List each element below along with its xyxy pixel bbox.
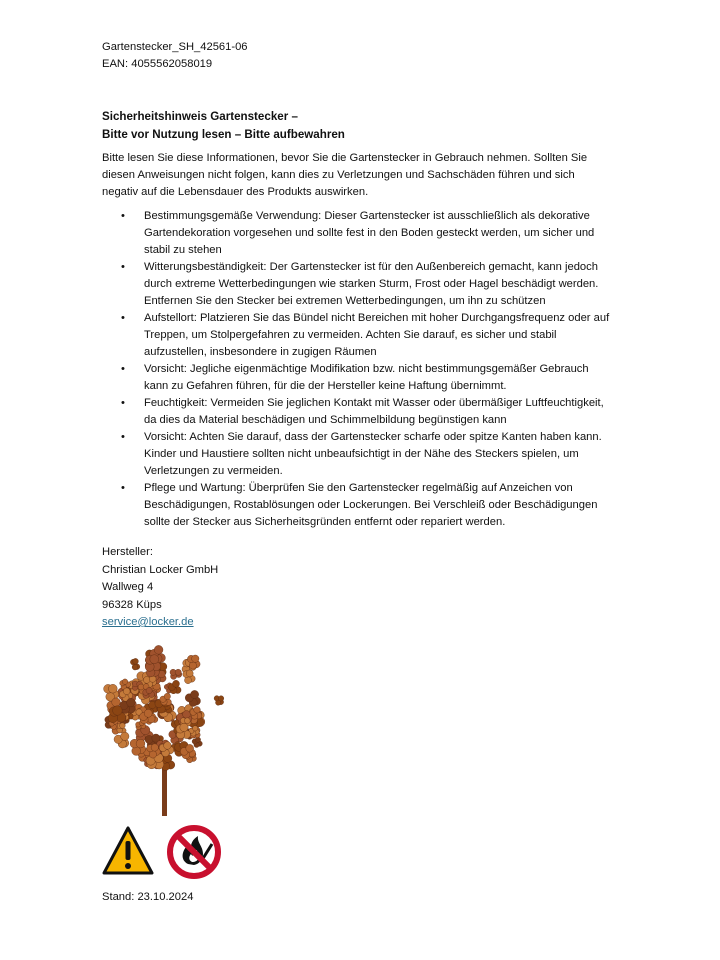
bullet-line: Verletzungen zu vermeiden. bbox=[144, 465, 283, 477]
title-line-1: Sicherheitshinweis Gartenstecker – bbox=[102, 110, 298, 123]
bullet-line: Pflege und Wartung: Überprüfen Sie den Gartenstecker regelmäßig auf Anzeichen von bbox=[144, 482, 573, 494]
bullet-line: Beschädigungen, Rostablösungen oder Lockerungen. Bei Verschleiß oder Beschädigungen bbox=[144, 499, 598, 511]
intro-line: diesen Anweisungen nicht folgen, kann dies zu Verletzungen und Sachschäden führen und sich bbox=[102, 169, 575, 181]
manufacturer-street: Wallweg 4 bbox=[102, 581, 154, 593]
flower-petal-cluster bbox=[117, 723, 126, 734]
bullet-line: Vorsicht: Achten Sie darauf, dass der Gartenstecker scharfe oder spitze Kanten haben kann. bbox=[144, 431, 602, 443]
intro-paragraph bbox=[102, 150, 622, 201]
manufacturer-block bbox=[102, 544, 218, 632]
bullet-dot: • bbox=[121, 363, 125, 375]
flower-petal-cluster bbox=[130, 739, 146, 755]
product-image bbox=[102, 638, 226, 816]
bullet-line: Feuchtigkeit: Vermeiden Sie jeglichen Kontakt mit Wasser oder übermäßiger Luftfeuchtigkeit, bbox=[144, 397, 604, 409]
bullet-line: Vorsicht: Jegliche eigenmächtige Modifikation bzw. nicht bestimmungsgemäßer Gebrauch bbox=[144, 363, 589, 375]
bullet-line: Treppen, um Stolpergefahren zu vermeiden. Achten Sie darauf, es sicher und stabil bbox=[144, 329, 557, 341]
manufacturer-email-link[interactable]: service@locker.de bbox=[102, 616, 194, 628]
bullet-line: Aufstellort: Platzieren Sie das Bündel nicht Bereichen mit hoher Durchgangsfrequenz oder auf bbox=[144, 312, 610, 324]
bullet-item-maintenance bbox=[102, 480, 632, 531]
intro-line: Bitte lesen Sie diese Informationen, bevor Sie die Gartenstecker in Gebrauch nehmen. Sollten Sie bbox=[102, 152, 588, 164]
bullet-line: durch extreme Wetterbedingungen wie starken Sturm, Frost oder Hagel beschädigt werden. bbox=[144, 278, 599, 290]
bullet-line: Gartendekoration vorgesehen und sollte fest in den Boden gesteckt werden, um sicher und bbox=[144, 227, 595, 239]
bullet-line: Entfernen Sie den Stecker bei extremen Wetterbedingungen, um ihn zu schützen bbox=[144, 295, 546, 307]
document-header bbox=[102, 39, 248, 73]
intro-line: negativ auf die Lebensdauer des Produkts auswirken. bbox=[102, 186, 369, 198]
bullet-item-intended-use bbox=[102, 208, 632, 259]
bullet-line: aufzustellen, insbesondere in zugigen Räumen bbox=[144, 346, 377, 358]
bullet-line: Kinder und Haustiere sollten nicht unbeaufsichtigt in der Nähe des Steckers spielen, um bbox=[144, 448, 579, 460]
bullet-line: Bestimmungsgemäße Verwendung: Dieser Gartenstecker ist ausschließlich als dekorative bbox=[144, 210, 590, 222]
safety-bullet-list bbox=[102, 208, 632, 531]
bullet-line: sollte der Stecker aus Sicherheitsgründen entfernt oder repariert werden. bbox=[144, 516, 506, 528]
article-number: Gartenstecker_SH_42561-06 bbox=[102, 41, 248, 53]
manufacturer-company: Christian Locker GmbH bbox=[102, 563, 219, 576]
flower-petal-cluster bbox=[145, 655, 161, 672]
bullet-line: da dies da Material beschädigen und Schimmelbildung begünstigen kann bbox=[144, 414, 507, 426]
document-title bbox=[102, 108, 345, 144]
ean-number: EAN: 4055562058019 bbox=[102, 58, 213, 70]
bullet-item-location bbox=[102, 310, 632, 361]
bullet-line: stabil zu stehen bbox=[144, 244, 222, 256]
bullet-line: kann zu Gefahren führen, für die der Hersteller keine Haftung übernimmt. bbox=[144, 380, 507, 392]
bullet-item-sharp-edges bbox=[102, 429, 632, 480]
manufacturer-city: 96328 Küps bbox=[102, 598, 162, 611]
document-date: Stand: 23.10.2024 bbox=[102, 891, 194, 903]
manufacturer-label: Hersteller: bbox=[102, 546, 153, 558]
bullet-dot: • bbox=[121, 261, 125, 273]
bullet-item-weather bbox=[102, 259, 632, 310]
bullet-dot: • bbox=[121, 312, 125, 324]
warning-triangle-icon bbox=[102, 826, 154, 876]
title-line-2: Bitte vor Nutzung lesen – Bitte aufbewahren bbox=[102, 128, 345, 141]
no-open-flame-icon bbox=[166, 824, 222, 880]
bullet-line: Witterungsbeständigkeit: Der Gartenstecker ist für den Außenbereich gemacht, kann jedoch bbox=[144, 261, 598, 273]
bullet-dot: • bbox=[121, 397, 125, 409]
bullet-dot: • bbox=[121, 482, 125, 494]
bullet-dot: • bbox=[121, 431, 125, 443]
bullet-item-moisture bbox=[102, 395, 632, 429]
bullet-dot: • bbox=[121, 210, 125, 222]
bullet-item-modification bbox=[102, 361, 632, 395]
